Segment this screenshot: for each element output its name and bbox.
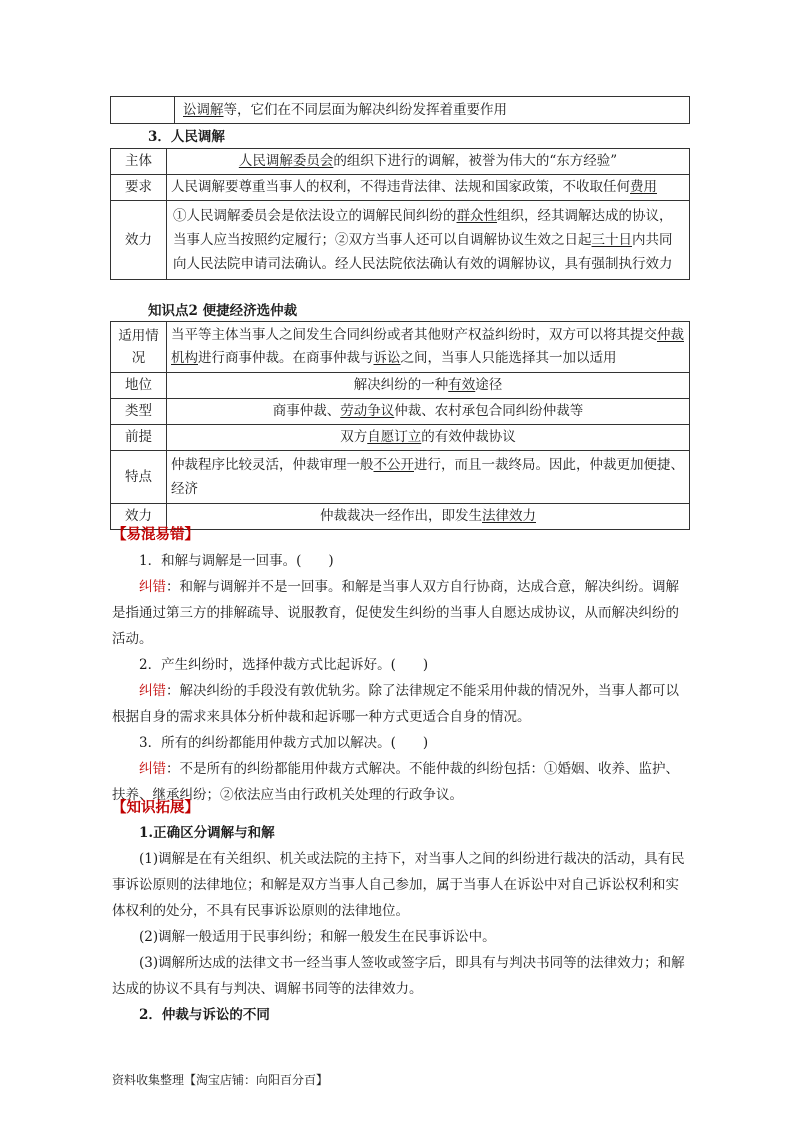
expansion-paragraph: (1)调解是在有关组织、机关或法院的主持下，对当事人之间的纠纷进行裁决的活动，具有民事诉讼原则的法律地位；和解是双方当事人自己参加，属于当事人在诉讼中对自己诉讼权利和实体权利的处分，不具有民事诉讼原则的法律地位。 — [112, 851, 685, 919]
footer-note: 资料收集整理【淘宝店铺：向阳百分百】 — [112, 1073, 329, 1087]
expansion-paragraph: (3)调解所达成的法律文书一经当事人签收或签字后，即具有与判决书同等的法律效力；和解达成的协议不具有与判决、调解书同等的法律效力。 — [112, 955, 685, 997]
mistakes-section — [112, 548, 692, 808]
row-key: 主体 — [111, 149, 167, 175]
table-cell-empty — [111, 97, 175, 124]
mistakes-title: 【易混易错】 — [112, 526, 199, 543]
mistake-question: 1．和解与调解是一回事。( ) — [139, 553, 334, 569]
expansion-paragraph: (2)调解一般适用于民事纠纷；和解一般发生在民事诉讼中。 — [139, 929, 496, 945]
section-title: 3．人民调解 — [148, 129, 225, 145]
table-continued — [110, 96, 690, 124]
table-row — [111, 175, 690, 201]
row-key: 地位 — [111, 373, 167, 399]
mistake-answer: 纠错：解决纠纷的手段没有敦优轨劣。除了法律规定不能采用仲裁的情况外，当事人都可以根据自身的需求来具体分析仲裁和起诉哪一种方式更适合自身的情况。 — [112, 683, 679, 725]
table-row — [111, 201, 690, 280]
row-key: 适用情况 — [111, 322, 167, 373]
row-key: 要求 — [111, 175, 167, 201]
row-value: 双方自愿订立的有效仲裁协议 — [167, 425, 690, 451]
mistake-answer: 纠错：和解与调解并不是一回事。和解是当事人双方自行协商，达成合意，解决纠纷。调解是指通过第三方的排解疏导、说服教育，促使发生纠纷的当事人自愿达成协议，从而解决纠纷的活动。 — [112, 579, 679, 647]
table-row — [111, 322, 690, 373]
row-value: 当平等主体当事人之间发生合同纠纷或者其他财产权益纠纷时，双方可以将其提交仲裁机构进行商事仲裁。在商事仲裁与诉讼之间，当事人只能选择其一加以适用 — [167, 322, 690, 373]
table-row — [111, 373, 690, 399]
table-row — [111, 97, 690, 124]
row-value: 仲裁裁决一经作出，即发生法律效力 — [167, 504, 690, 530]
table-row — [111, 451, 690, 504]
row-value: 解决纠纷的一种有效途径 — [167, 373, 690, 399]
mistake-answer: 纠错：不是所有的纠纷都能用仲裁方式解决。不能仲裁的纠纷包括：①婚姻、收养、监护、扶养、继承纠纷；②依法应当由行政机关处理的行政争议。 — [112, 761, 679, 803]
knowledge-point-title: 知识点2 便捷经济选仲裁 — [148, 303, 298, 319]
expansion-heading: 1.正确区分调解与和解 — [139, 825, 275, 841]
mistake-question: 2．产生纠纷时，选择仲裁方式比起诉好。( ) — [139, 657, 429, 673]
row-value: 人民调解委员会的组织下进行的调解，被誉为伟大的“东方经验” — [167, 149, 690, 175]
expansion-section — [112, 820, 692, 1028]
row-value: ①人民调解委员会是依法设立的调解民间纠纷的群众性组织，经其调解达成的协议，当事人应当按照约定履行；②双方当事人还可以自调解协议生效之日起三十日内共同向人民法院申请司法确认。经人民法院依法确认有效的调解协议，具有强制执行效力 — [167, 201, 690, 280]
row-value: 人民调解要尊重当事人的权利，不得违背法律、法规和国家政策，不收取任何费用 — [167, 175, 690, 201]
arbitration-table — [110, 321, 690, 530]
underlined-term: 讼调解 — [183, 101, 224, 118]
table-row — [111, 399, 690, 425]
table-row — [111, 149, 690, 175]
row-key: 前提 — [111, 425, 167, 451]
row-value: 仲裁程序比较灵活，仲裁审理一般不公开进行，而且一裁终局。因此，仲裁更加便捷、经济 — [167, 451, 690, 504]
table-row — [111, 425, 690, 451]
expansion-title: 【知识拓展】 — [112, 799, 199, 816]
mediation-table — [110, 148, 690, 280]
row-key: 效力 — [111, 504, 167, 530]
row-key: 特点 — [111, 451, 167, 504]
row-value: 商事仲裁、劳动争议仲裁、农村承包合同纠纷仲裁等 — [167, 399, 690, 425]
row-key: 类型 — [111, 399, 167, 425]
mistake-question: 3．所有的纠纷都能用仲裁方式加以解决。( ) — [139, 735, 429, 751]
table-cell: 讼调解等，它们在不同层面为解决纠纷发挥着重要作用 — [175, 97, 690, 124]
expansion-heading: 2．仲裁与诉讼的不同 — [139, 1007, 270, 1023]
row-key: 效力 — [111, 201, 167, 280]
